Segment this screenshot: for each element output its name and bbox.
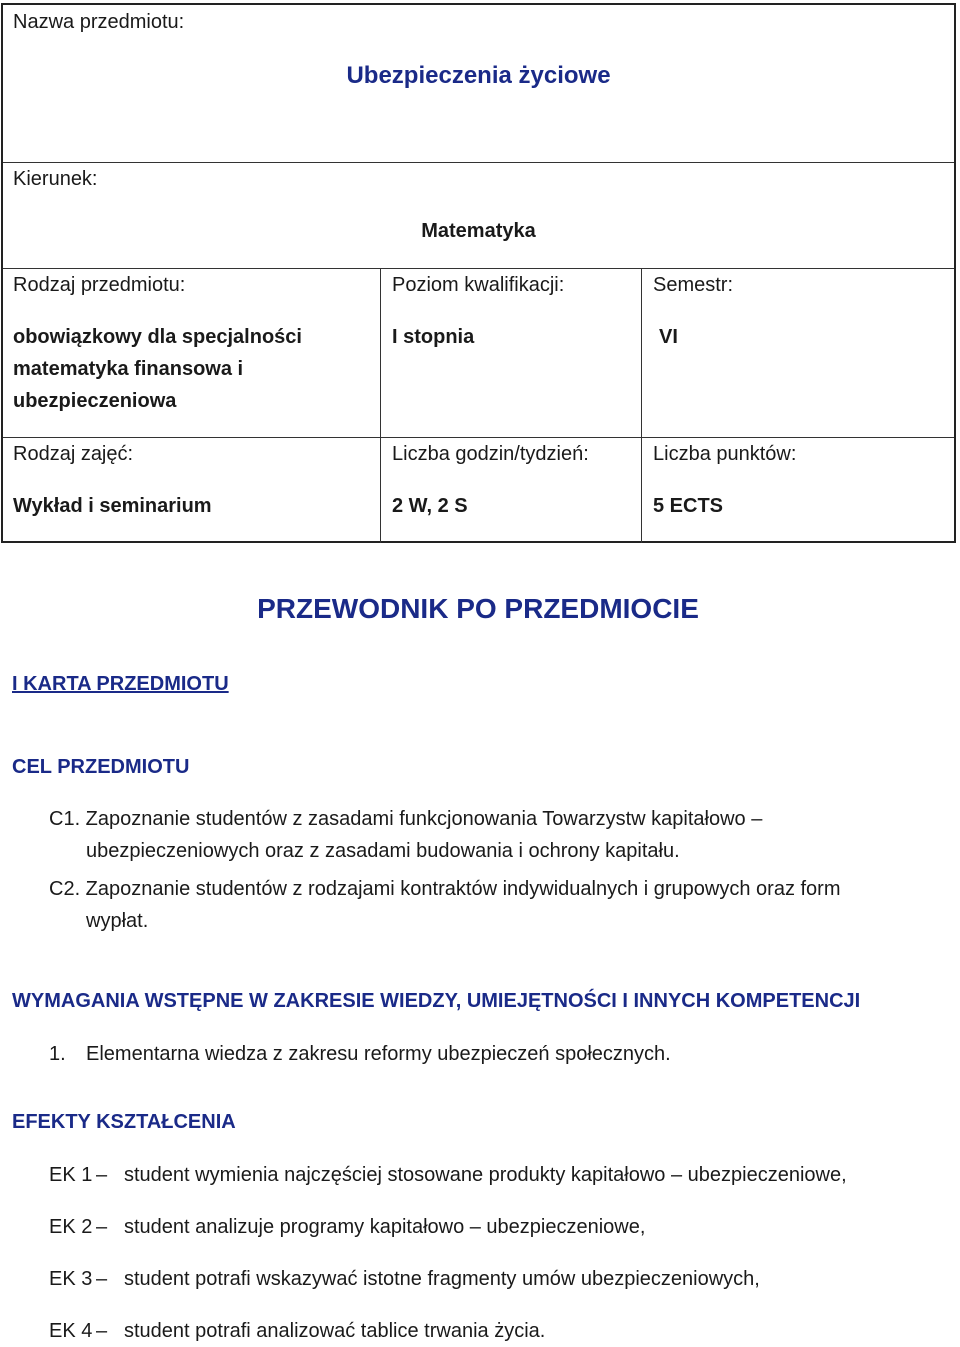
- requirement-number: 1.: [49, 1043, 66, 1065]
- subject-value: Ubezpieczenia życiowe: [346, 62, 611, 89]
- goal-item: C2. Zapoznanie studentów z rodzajami kontraktów indywidualnych i grupowych oraz form: [49, 878, 841, 900]
- goal-item-continuation: ubezpieczeniowych oraz z zasadami budowania i ochrony kapitału.: [86, 840, 680, 862]
- goal-item-continuation: wypłat.: [86, 910, 149, 932]
- outcome-text: student potrafi wskazywać istotne fragmenty umów ubezpieczeniowych,: [124, 1268, 760, 1290]
- guide-title: PRZEWODNIK PO PRZEDMIOCIE: [257, 593, 699, 624]
- requirement-text: Elementarna wiedza z zakresu reformy ubezpieczeń społecznych.: [86, 1043, 671, 1065]
- requirements-heading: WYMAGANIA WSTĘPNE W ZAKRESIE WIEDZY, UMIEJĘTNOŚCI I INNYCH KOMPETENCJI: [12, 990, 861, 1012]
- semester-label: Semestr:: [653, 274, 734, 296]
- classes-label: Rodzaj zajęć:: [13, 443, 134, 465]
- points-value: 5 ECTS: [653, 495, 724, 517]
- outcome-text: student potrafi analizować tablice trwania życia.: [124, 1320, 546, 1342]
- field-value: Matematyka: [421, 220, 536, 242]
- outcomes-heading: EFEKTY KSZTAŁCENIA: [12, 1111, 236, 1133]
- outcome-code: EK 1: [49, 1164, 93, 1186]
- table-divider: [3, 162, 954, 163]
- semester-value: VI: [659, 326, 678, 348]
- course-info-table: [1, 3, 956, 543]
- outcome-text: student analizuje programy kapitałowo – ubezpieczeniowe,: [124, 1216, 646, 1238]
- goal-heading: CEL PRZEDMIOTU: [12, 756, 190, 778]
- subject-label: Nazwa przedmiotu:: [13, 11, 185, 33]
- outcome-code: EK 4: [49, 1320, 93, 1342]
- type-value-line: obowiązkowy dla specjalności: [13, 326, 302, 348]
- outcome-dash: –: [96, 1164, 108, 1186]
- level-value: I stopnia: [392, 326, 475, 348]
- card-title: I KARTA PRZEDMIOTU: [12, 673, 229, 695]
- type-value-line: ubezpieczeniowa: [13, 390, 177, 412]
- hours-value: 2 W, 2 S: [392, 495, 468, 517]
- points-label: Liczba punktów:: [653, 443, 797, 465]
- outcome-code: EK 2: [49, 1216, 93, 1238]
- type-label: Rodzaj przedmiotu:: [13, 274, 186, 296]
- outcome-dash: –: [96, 1216, 108, 1238]
- outcome-code: EK 3: [49, 1268, 93, 1290]
- outcome-text: student wymienia najczęściej stosowane produkty kapitałowo – ubezpieczeniowe,: [124, 1164, 847, 1186]
- type-value-line: matematyka finansowa i: [13, 358, 244, 380]
- level-label: Poziom kwalifikacji:: [392, 274, 565, 296]
- classes-value: Wykład i seminarium: [13, 495, 212, 517]
- hours-label: Liczba godzin/tydzień:: [392, 443, 589, 465]
- table-divider: [641, 268, 642, 543]
- goal-item: C1. Zapoznanie studentów z zasadami funkcjonowania Towarzystw kapitałowo –: [49, 808, 763, 830]
- outcome-dash: –: [96, 1268, 108, 1290]
- field-label: Kierunek:: [13, 168, 98, 190]
- table-divider: [380, 268, 381, 543]
- outcome-dash: –: [96, 1320, 108, 1342]
